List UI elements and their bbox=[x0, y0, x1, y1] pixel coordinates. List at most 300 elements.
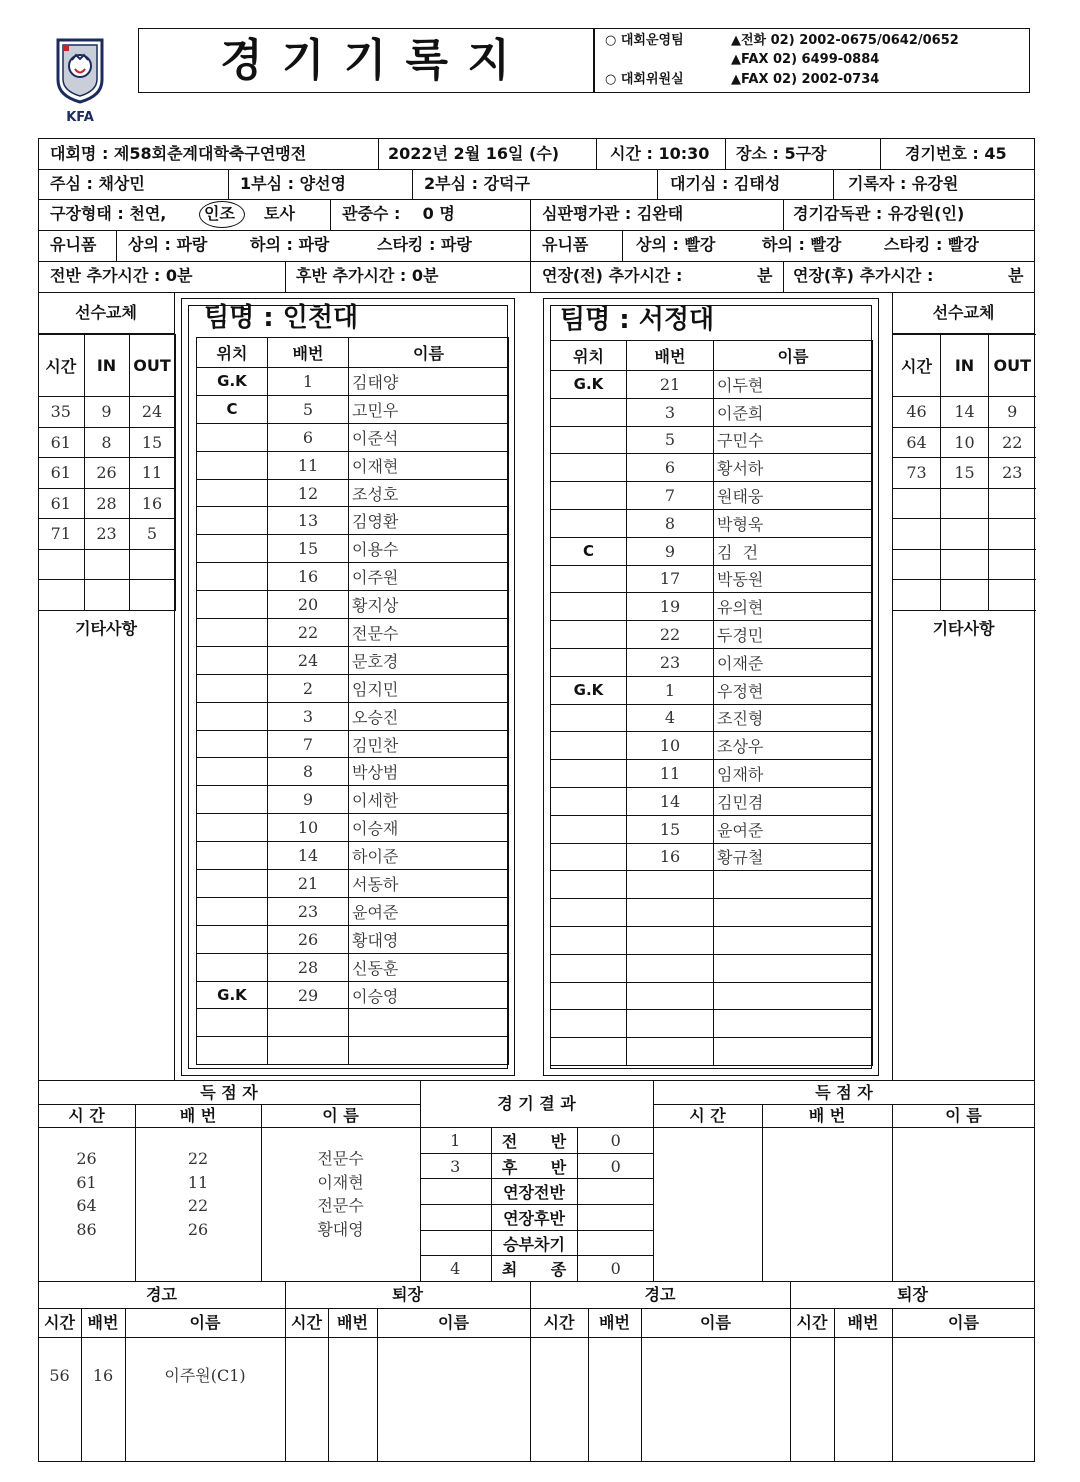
disc-time-header: 시간 bbox=[44, 1313, 75, 1332]
sub-row bbox=[38, 397, 175, 428]
result-home-score: 3 bbox=[420, 1153, 491, 1179]
home-uniform-bottom: 하의 : 파랑 bbox=[250, 235, 330, 254]
contact-box bbox=[594, 28, 1030, 93]
disc-name-header: 이름 bbox=[700, 1313, 731, 1332]
page-title: 경 기 기 록 지 bbox=[220, 35, 512, 86]
home-team-name: 팀명 : 인천대 bbox=[204, 303, 359, 333]
selection-circle-icon bbox=[199, 201, 245, 228]
player-row bbox=[197, 507, 509, 535]
player-number: 21 bbox=[268, 870, 349, 898]
sub-out bbox=[989, 488, 1036, 519]
subs-in-header: IN bbox=[84, 335, 129, 397]
player-position bbox=[197, 1037, 268, 1065]
player-number: 23 bbox=[268, 897, 349, 925]
roster-num-header: 배번 bbox=[268, 338, 349, 368]
disc-time-header: 시간 bbox=[796, 1313, 828, 1332]
home-scorer-numbers bbox=[135, 1147, 261, 1241]
result-row bbox=[420, 1153, 654, 1179]
player-name: 김민찬 bbox=[349, 730, 509, 758]
disc-time-header: 시간 bbox=[543, 1313, 575, 1332]
result-period-label: 최 종 bbox=[491, 1256, 577, 1282]
player-position bbox=[197, 423, 268, 451]
player-row bbox=[197, 646, 509, 674]
disc-name-header: 이름 bbox=[189, 1313, 221, 1332]
player-position bbox=[551, 398, 627, 426]
subs-out-header: OUT bbox=[989, 335, 1036, 397]
title-box bbox=[138, 28, 594, 93]
player-position bbox=[551, 482, 627, 510]
sub-in: 15 bbox=[941, 458, 989, 489]
result-away-score: 0 bbox=[577, 1256, 654, 1282]
sub-row bbox=[38, 458, 175, 489]
player-name: 구민수 bbox=[714, 426, 873, 454]
subs-time-header: 시간 bbox=[38, 335, 84, 397]
away-uniform-label: 유니폼 bbox=[542, 235, 589, 254]
player-name: 박동원 bbox=[714, 565, 873, 593]
roster-pos-header: 위치 bbox=[197, 338, 268, 368]
player-name: 윤여준 bbox=[714, 815, 873, 843]
player-position bbox=[197, 1009, 268, 1037]
player-position bbox=[551, 648, 627, 676]
result-home-score: 1 bbox=[420, 1128, 491, 1154]
referee-assessor: 심판평가관 : 김완태 bbox=[542, 204, 684, 223]
player-position bbox=[551, 565, 627, 593]
match-number: 경기번호 : 45 bbox=[905, 144, 1007, 163]
player-row bbox=[197, 702, 509, 730]
player-number: 7 bbox=[268, 730, 349, 758]
disc-time-header: 시간 bbox=[291, 1313, 322, 1332]
sub-time: 64 bbox=[893, 427, 941, 458]
sub-time bbox=[893, 519, 941, 550]
sub-in: 8 bbox=[84, 427, 129, 458]
player-row bbox=[551, 787, 873, 815]
scorer-name-header: 이 름 bbox=[945, 1106, 982, 1125]
player-position: G.K bbox=[551, 371, 627, 399]
player-row bbox=[551, 398, 873, 426]
away-notes-label: 기타사항 bbox=[932, 619, 995, 638]
player-name bbox=[349, 1009, 509, 1037]
sub-in bbox=[84, 580, 129, 611]
player-number: 15 bbox=[268, 535, 349, 563]
kfa-emblem-icon bbox=[54, 36, 106, 104]
player-row bbox=[551, 454, 873, 482]
player-name: 원태웅 bbox=[714, 482, 873, 510]
player-number: 13 bbox=[268, 507, 349, 535]
result-home-score: 4 bbox=[420, 1256, 491, 1282]
player-number bbox=[627, 1010, 714, 1038]
player-row bbox=[197, 479, 509, 507]
player-name: 고민우 bbox=[349, 395, 509, 423]
sub-row bbox=[38, 580, 175, 611]
home-uniform-top: 상의 : 파랑 bbox=[128, 235, 208, 254]
player-name: 김영환 bbox=[349, 507, 509, 535]
home-subs-table bbox=[38, 334, 176, 611]
player-name: 박형욱 bbox=[714, 509, 873, 537]
player-name bbox=[714, 1038, 873, 1066]
player-row bbox=[551, 704, 873, 732]
player-number: 16 bbox=[268, 563, 349, 591]
sub-out bbox=[129, 580, 175, 611]
second-half-added-time: 후반 추가시간 : 0분 bbox=[296, 266, 439, 285]
player-name: 이용수 bbox=[349, 535, 509, 563]
sub-out: 15 bbox=[129, 427, 175, 458]
sub-row bbox=[38, 427, 175, 458]
committee-fax: ▲FAX 02) 2002-0734 bbox=[731, 72, 880, 87]
player-number bbox=[268, 1037, 349, 1065]
player-row bbox=[551, 926, 873, 954]
player-row bbox=[551, 565, 873, 593]
player-number: 10 bbox=[268, 814, 349, 842]
player-position bbox=[197, 870, 268, 898]
scorer-name-header: 이 름 bbox=[322, 1106, 359, 1125]
player-row bbox=[551, 648, 873, 676]
match-supervisor: 경기감독관 : 유강원(인) bbox=[793, 204, 965, 223]
player-row bbox=[551, 815, 873, 843]
player-row bbox=[551, 982, 873, 1010]
player-row bbox=[197, 786, 509, 814]
player-number: 16 bbox=[627, 843, 714, 871]
sub-row bbox=[893, 488, 1036, 519]
scorer-num-header: 배 번 bbox=[179, 1106, 217, 1125]
player-name: 이재준 bbox=[714, 648, 873, 676]
spectators: 관중수 : 0 명 bbox=[342, 204, 455, 223]
kfa-label: KFA bbox=[66, 110, 94, 125]
player-position bbox=[551, 509, 627, 537]
player-number: 12 bbox=[268, 479, 349, 507]
player-row bbox=[551, 621, 873, 649]
player-name bbox=[714, 954, 873, 982]
scorer-entry: 전문수 bbox=[317, 1149, 364, 1168]
player-name bbox=[349, 1037, 509, 1065]
result-row bbox=[420, 1256, 654, 1282]
sub-time bbox=[38, 580, 84, 611]
player-name: 김민겸 bbox=[714, 787, 873, 815]
home-caution-number: 16 bbox=[92, 1366, 114, 1385]
result-period-label: 연장전반 bbox=[491, 1179, 577, 1205]
sub-out bbox=[129, 549, 175, 580]
player-row bbox=[551, 899, 873, 927]
player-name bbox=[714, 1010, 873, 1038]
away-sendoff-label: 퇴장 bbox=[897, 1285, 928, 1304]
extra-time-1-added: 연장(전) 추가시간 : bbox=[542, 266, 683, 285]
player-number: 26 bbox=[268, 925, 349, 953]
player-row bbox=[551, 1010, 873, 1038]
extra-time-2-unit: 분 bbox=[1008, 266, 1024, 285]
player-number: 1 bbox=[268, 368, 349, 396]
scorer-time-header: 시 간 bbox=[68, 1106, 105, 1125]
match-time: 시간 : 10:30 bbox=[610, 144, 710, 163]
scorer-num-header: 배 번 bbox=[808, 1106, 846, 1125]
scorer-entry: 61 bbox=[76, 1172, 97, 1192]
player-number: 11 bbox=[627, 760, 714, 788]
away-subs-table bbox=[892, 334, 1036, 611]
kfa-logo bbox=[54, 36, 106, 124]
sub-row bbox=[38, 488, 175, 519]
scorer-entry: 이재현 bbox=[317, 1172, 364, 1192]
player-position bbox=[551, 593, 627, 621]
player-row bbox=[197, 591, 509, 619]
player-name bbox=[714, 926, 873, 954]
player-row bbox=[551, 537, 873, 565]
recorder: 기록자 : 유강원 bbox=[848, 174, 959, 193]
extra-time-2-added: 연장(후) 추가시간 : bbox=[793, 266, 934, 285]
player-row bbox=[551, 593, 873, 621]
player-row bbox=[551, 482, 873, 510]
player-number: 11 bbox=[268, 451, 349, 479]
player-number: 3 bbox=[268, 702, 349, 730]
first-half-added-time: 전반 추가시간 : 0분 bbox=[50, 266, 193, 285]
player-position bbox=[197, 786, 268, 814]
player-number: 6 bbox=[268, 423, 349, 451]
sub-row bbox=[893, 580, 1036, 611]
player-name: 전문수 bbox=[349, 619, 509, 647]
player-name: 신동훈 bbox=[349, 953, 509, 981]
player-position bbox=[551, 732, 627, 760]
sub-time: 61 bbox=[38, 488, 84, 519]
player-position bbox=[551, 426, 627, 454]
away-subs-label: 선수교체 bbox=[892, 292, 1035, 334]
player-position bbox=[197, 646, 268, 674]
result-row bbox=[420, 1128, 654, 1154]
player-row bbox=[197, 897, 509, 925]
player-position bbox=[197, 925, 268, 953]
match-date: 2022년 2월 16일 (수) bbox=[388, 144, 560, 163]
sub-in bbox=[84, 549, 129, 580]
sub-time: 71 bbox=[38, 519, 84, 550]
player-row bbox=[551, 509, 873, 537]
home-uniform-label: 유니폼 bbox=[50, 235, 97, 254]
sub-time bbox=[893, 580, 941, 611]
player-number: 22 bbox=[268, 619, 349, 647]
player-number: 9 bbox=[268, 786, 349, 814]
player-name: 조진형 bbox=[714, 704, 873, 732]
player-number: 29 bbox=[268, 981, 349, 1009]
disc-name-header: 이름 bbox=[948, 1313, 979, 1332]
player-row bbox=[197, 563, 509, 591]
sub-row bbox=[893, 427, 1036, 458]
player-row bbox=[197, 368, 509, 396]
sub-in: 28 bbox=[84, 488, 129, 519]
player-number: 9 bbox=[627, 537, 714, 565]
player-name: 황규철 bbox=[714, 843, 873, 871]
player-name: 황서하 bbox=[714, 454, 873, 482]
player-row bbox=[197, 758, 509, 786]
player-row bbox=[551, 871, 873, 899]
sub-in: 26 bbox=[84, 458, 129, 489]
result-away-score bbox=[577, 1179, 654, 1205]
sub-out bbox=[989, 519, 1036, 550]
home-subs-label: 선수교체 bbox=[38, 292, 174, 334]
player-position bbox=[197, 842, 268, 870]
pitch-type-label: 구장형태 : 천연, bbox=[50, 204, 167, 223]
result-away-score bbox=[577, 1230, 654, 1256]
player-row bbox=[197, 535, 509, 563]
player-name: 이준석 bbox=[349, 423, 509, 451]
player-row bbox=[551, 371, 873, 399]
player-position bbox=[551, 815, 627, 843]
player-number: 20 bbox=[268, 591, 349, 619]
roster-num-header: 배번 bbox=[627, 341, 714, 371]
player-row bbox=[197, 674, 509, 702]
subs-out-header: OUT bbox=[129, 335, 175, 397]
player-name: 박상범 bbox=[349, 758, 509, 786]
sub-out: 11 bbox=[129, 458, 175, 489]
player-position bbox=[197, 479, 268, 507]
competition-name: 대회명 : 제58회춘계대학축구연맹전 bbox=[50, 144, 307, 163]
roster-name-header: 이름 bbox=[714, 341, 873, 371]
scorer-entry: 26 bbox=[187, 1219, 209, 1239]
player-row bbox=[197, 981, 509, 1009]
result-home-score bbox=[420, 1179, 491, 1205]
player-number: 19 bbox=[627, 593, 714, 621]
player-position bbox=[551, 843, 627, 871]
player-number: 23 bbox=[627, 648, 714, 676]
result-home-score bbox=[420, 1230, 491, 1256]
sub-out: 23 bbox=[989, 458, 1036, 489]
sub-row bbox=[893, 549, 1036, 580]
player-number: 28 bbox=[268, 953, 349, 981]
player-position bbox=[197, 591, 268, 619]
sub-time: 35 bbox=[38, 397, 84, 428]
player-name bbox=[714, 982, 873, 1010]
sub-in: 10 bbox=[941, 427, 989, 458]
player-number bbox=[627, 899, 714, 927]
sub-row bbox=[893, 397, 1036, 428]
player-position: C bbox=[197, 395, 268, 423]
player-name: 황지상 bbox=[349, 591, 509, 619]
away-roster-table bbox=[550, 340, 873, 1066]
player-number: 1 bbox=[627, 676, 714, 704]
away-uniform-bottom: 하의 : 빨강 bbox=[762, 235, 842, 254]
assistant-referee-2: 2부심 : 강덕구 bbox=[424, 174, 530, 193]
player-row bbox=[551, 954, 873, 982]
result-away-score bbox=[577, 1205, 654, 1231]
match-result-table bbox=[420, 1127, 654, 1282]
player-number bbox=[268, 1009, 349, 1037]
player-position bbox=[197, 702, 268, 730]
sub-row bbox=[38, 519, 175, 550]
player-number: 14 bbox=[627, 787, 714, 815]
player-name: 문호경 bbox=[349, 646, 509, 674]
home-scorer-names bbox=[261, 1147, 420, 1241]
player-name: 김태양 bbox=[349, 368, 509, 396]
player-row bbox=[551, 1038, 873, 1066]
player-position bbox=[197, 814, 268, 842]
roster-pos-header: 위치 bbox=[551, 341, 627, 371]
result-period-label: 연장후반 bbox=[491, 1205, 577, 1231]
scorer-entry: 86 bbox=[76, 1219, 97, 1239]
player-row bbox=[551, 843, 873, 871]
sub-out: 22 bbox=[989, 427, 1036, 458]
result-row bbox=[420, 1230, 654, 1256]
sub-in bbox=[941, 549, 989, 580]
player-name bbox=[714, 871, 873, 899]
player-number: 8 bbox=[268, 758, 349, 786]
sub-time: 61 bbox=[38, 458, 84, 489]
circle-icon: ○ bbox=[605, 33, 621, 48]
player-row bbox=[551, 676, 873, 704]
player-row bbox=[197, 870, 509, 898]
player-row bbox=[551, 732, 873, 760]
sub-time: 73 bbox=[893, 458, 941, 489]
sub-time bbox=[893, 549, 941, 580]
player-row bbox=[197, 842, 509, 870]
player-position bbox=[197, 897, 268, 925]
disc-name-header: 이름 bbox=[438, 1313, 469, 1332]
player-number bbox=[627, 954, 714, 982]
player-name: 조성호 bbox=[349, 479, 509, 507]
player-position bbox=[197, 451, 268, 479]
player-number bbox=[627, 1038, 714, 1066]
home-scorer-times bbox=[38, 1147, 135, 1241]
sub-row bbox=[893, 458, 1036, 489]
sub-in: 23 bbox=[84, 519, 129, 550]
sub-out: 24 bbox=[129, 397, 175, 428]
player-name: 이세한 bbox=[349, 786, 509, 814]
sub-time: 46 bbox=[893, 397, 941, 428]
player-name: 이승재 bbox=[349, 814, 509, 842]
home-notes-label: 기타사항 bbox=[75, 619, 137, 638]
sub-time bbox=[893, 488, 941, 519]
sub-in bbox=[941, 580, 989, 611]
player-name: 김 건 bbox=[714, 537, 873, 565]
player-position bbox=[197, 953, 268, 981]
player-number: 17 bbox=[627, 565, 714, 593]
player-position bbox=[551, 787, 627, 815]
player-row bbox=[197, 953, 509, 981]
sub-in: 9 bbox=[84, 397, 129, 428]
scorer-entry: 11 bbox=[187, 1172, 209, 1192]
player-number: 4 bbox=[627, 704, 714, 732]
player-row bbox=[197, 423, 509, 451]
player-row bbox=[551, 426, 873, 454]
player-name bbox=[714, 899, 873, 927]
sub-time: 61 bbox=[38, 427, 84, 458]
player-name: 임지민 bbox=[349, 674, 509, 702]
sub-out bbox=[989, 549, 1036, 580]
home-uniform-socks: 스타킹 : 파랑 bbox=[377, 235, 472, 254]
disc-num-header: 배번 bbox=[87, 1313, 119, 1332]
ops-phone: ▲전화 02) 2002-0675/0642/0652 bbox=[731, 33, 959, 48]
result-away-score: 0 bbox=[577, 1153, 654, 1179]
scorer-entry: 64 bbox=[76, 1196, 97, 1215]
player-number: 24 bbox=[268, 646, 349, 674]
roster-name-header: 이름 bbox=[349, 338, 509, 368]
fourth-official: 대기심 : 김태성 bbox=[670, 174, 781, 193]
player-name: 두경민 bbox=[714, 621, 873, 649]
result-row bbox=[420, 1205, 654, 1231]
result-home-score bbox=[420, 1205, 491, 1231]
scorer-entry: 전문수 bbox=[317, 1196, 364, 1215]
result-period-label: 전 반 bbox=[491, 1128, 577, 1154]
pitch-type-other: 토사 bbox=[264, 204, 295, 223]
player-number: 5 bbox=[268, 395, 349, 423]
player-row bbox=[197, 395, 509, 423]
scorer-entry: 26 bbox=[76, 1149, 97, 1168]
player-position bbox=[197, 758, 268, 786]
subs-time-header: 시간 bbox=[893, 335, 941, 397]
sub-out: 16 bbox=[129, 488, 175, 519]
player-name: 우정현 bbox=[714, 676, 873, 704]
disc-num-header: 배번 bbox=[847, 1313, 879, 1332]
player-row bbox=[197, 1037, 509, 1065]
away-uniform-socks: 스타킹 : 빨강 bbox=[884, 235, 979, 254]
home-scorers-label: 득 점 자 bbox=[200, 1083, 258, 1102]
player-number: 10 bbox=[627, 732, 714, 760]
referee: 주심 : 채상민 bbox=[50, 174, 145, 193]
scorer-entry: 황대영 bbox=[317, 1219, 364, 1239]
player-position bbox=[551, 1010, 627, 1038]
